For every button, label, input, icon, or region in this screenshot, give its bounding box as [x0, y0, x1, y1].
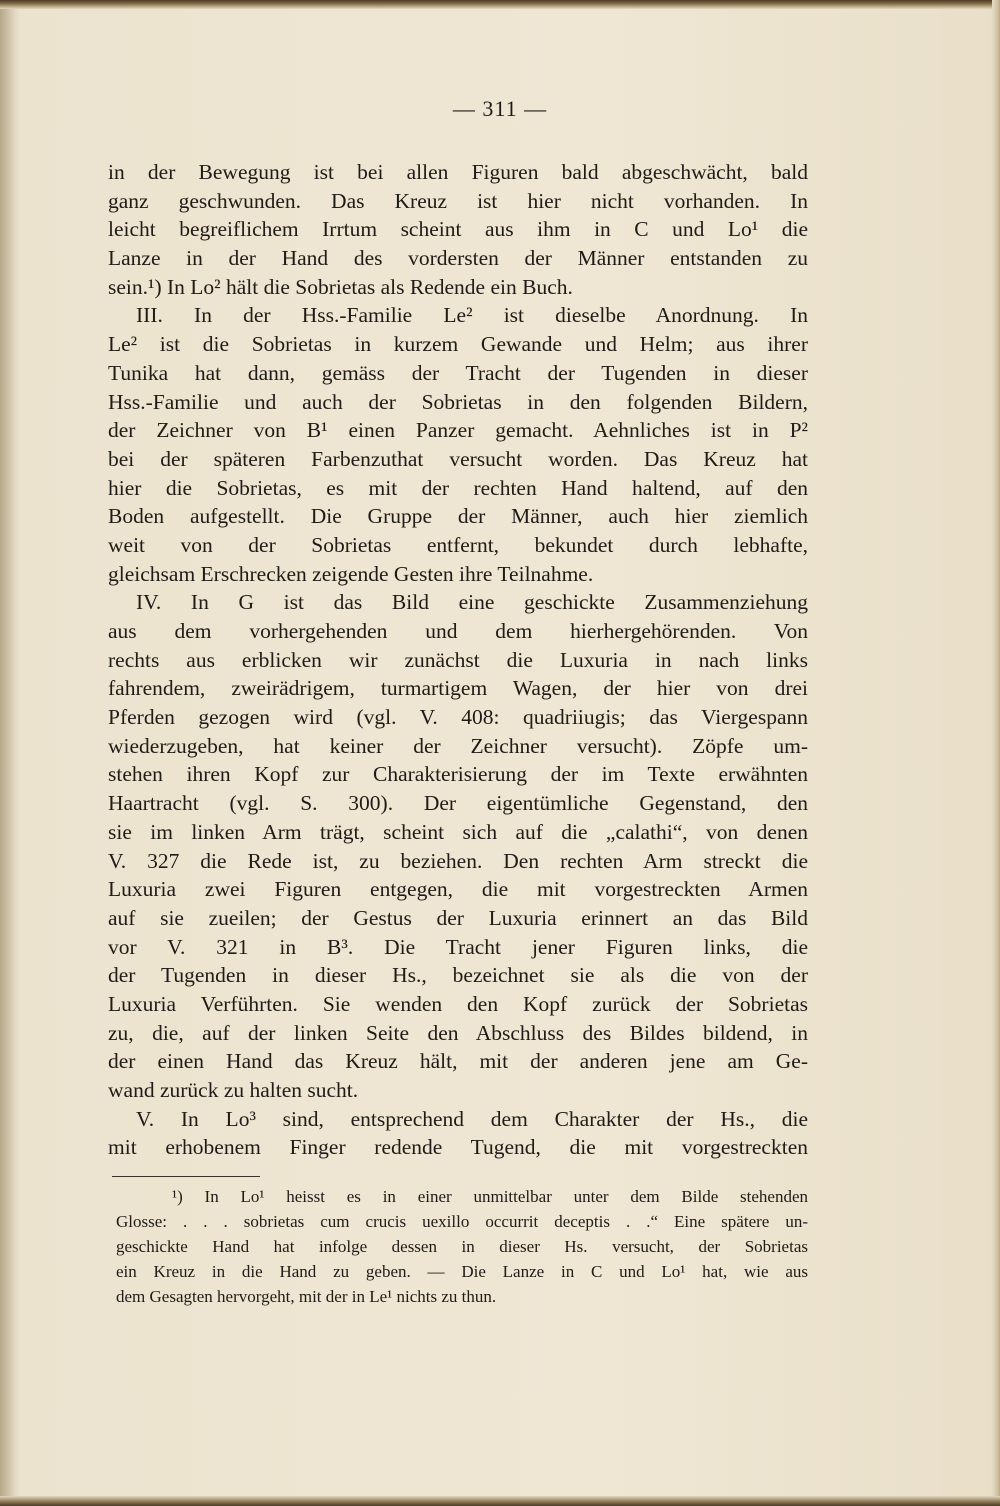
body-line: Boden aufgestellt. Die Gruppe der Männer, auch hier ziemlich	[108, 504, 808, 529]
top-page-edge	[0, 0, 1000, 9]
body-line: in der Bewegung ist bei allen Figuren bald abgeschwächt, bald	[108, 160, 808, 184]
body-line: fahrendem, zweirädrigem, turmartigem Wagen, der hier von drei	[108, 676, 808, 701]
body-line: mit erhobenem Finger redende Tugend, die mit vorgestreckten	[108, 1135, 808, 1160]
binding-shadow	[0, 0, 20, 1506]
body-line: Luxuria Verführten. Sie wenden den Kopf zurück der Sobrietas	[108, 991, 808, 1016]
body-line: rechts aus erblicken wir zunächst die Luxuria in nach links	[108, 647, 808, 672]
body-line: wiederzugeben, hat keiner der Zeichner versucht). Zöpfe um-	[108, 733, 808, 758]
footnotes	[116, 1184, 808, 1309]
body-line: der Tugenden in dieser Hs., bezeichnet sie als die von der	[108, 963, 808, 988]
body-line: stehen ihren Kopf zur Charakterisierung der im Texte erwähnten	[108, 762, 808, 787]
footnote-divider	[112, 1176, 260, 1177]
body-line: Pferden gezogen wird (vgl. V. 408: quadriiugis; das Viergespann	[108, 705, 808, 730]
body-line: gleichsam Erschrecken zeigende Gesten ihre Teilnahme.	[108, 561, 594, 586]
body-line: der einen Hand das Kreuz hält, mit der anderen jene am Ge-	[108, 1049, 808, 1074]
footnote-line: Glosse: . . . sobrietas cum crucis uexillo occurrit deceptis . .“ Eine spätere un-	[116, 1212, 808, 1231]
page-number: — 311 —	[452, 96, 548, 121]
body-line: ganz geschwunden. Das Kreuz ist hier nicht vorhanden. In	[108, 188, 808, 213]
body-line: sie im linken Arm trägt, scheint sich auf die „calathi“, von denen	[108, 819, 808, 844]
right-page-edge	[992, 0, 1000, 1506]
body-line: aus dem vorhergehenden und dem hierhergehörenden. Von	[108, 619, 808, 643]
body-line: IV. In G ist das Bild eine geschickte Zusammenziehung	[136, 590, 808, 615]
footnote-line: ¹) In Lo¹ heisst es in einer unmittelbar unter dem Bilde stehenden	[172, 1187, 808, 1206]
body-line: sein.¹) In Lo² hält die Sobrietas als Redende ein Buch.	[108, 274, 573, 299]
body-line: Luxuria zwei Figuren entgegen, die mit vorgestreckten Armen	[108, 877, 808, 902]
body-line: Lanze in der Hand des vordersten der Männer entstanden zu	[108, 246, 808, 271]
body-line: Hss.-Familie und auch der Sobrietas in den folgenden Bildern,	[108, 389, 808, 414]
body-line: weit von der Sobrietas entfernt, bekundet durch lebhafte,	[108, 532, 808, 557]
body-line: der Zeichner von B¹ einen Panzer gemacht. Aehnliches ist in P²	[108, 418, 808, 443]
footnote-line: dem Gesagten hervorgeht, mit der in Le¹ nichts zu thun.	[116, 1287, 497, 1306]
bottom-page-edge	[0, 1496, 1000, 1506]
footnote-line: ein Kreuz in die Hand zu geben. — Die Lanze in C und Lo¹ hat, wie aus	[116, 1262, 808, 1281]
body-line: zu, die, auf der linken Seite den Abschluss des Bildes bildend, in	[108, 1020, 808, 1045]
body-line: Tunika hat dann, gemäss der Tracht der Tugenden in dieser	[108, 360, 808, 385]
body-line: leicht begreiflichem Irrtum scheint aus ihm in C und Lo¹ die	[108, 217, 808, 242]
body-line: Haartracht (vgl. S. 300). Der eigentümliche Gegenstand, den	[108, 791, 808, 816]
body-line: vor V. 321 in B³. Die Tracht jener Figuren links, die	[108, 934, 808, 959]
body-line: III. In der Hss.-Familie Le² ist dieselbe Anordnung. In	[136, 303, 808, 328]
footnote-line: geschickte Hand hat infolge dessen in dieser Hs. versucht, der Sobrietas	[116, 1237, 808, 1256]
body-line: bei der späteren Farbenzuthat versucht worden. Das Kreuz hat	[108, 446, 808, 471]
body-line: Le² ist die Sobrietas in kurzem Gewande und Helm; aus ihrer	[108, 332, 808, 357]
body-line: auf sie zueilen; der Gestus der Luxuria erinnert an das Bild	[108, 905, 808, 930]
body-line: wand zurück zu halten sucht.	[108, 1078, 359, 1102]
body-line: hier die Sobrietas, es mit der rechten Hand haltend, auf den	[108, 475, 808, 500]
body-text	[108, 158, 808, 1162]
body-line: V. In Lo³ sind, entsprechend dem Charakter der Hs., die	[136, 1106, 808, 1131]
body-line: V. 327 die Rede ist, zu beziehen. Den rechten Arm streckt die	[108, 848, 808, 873]
